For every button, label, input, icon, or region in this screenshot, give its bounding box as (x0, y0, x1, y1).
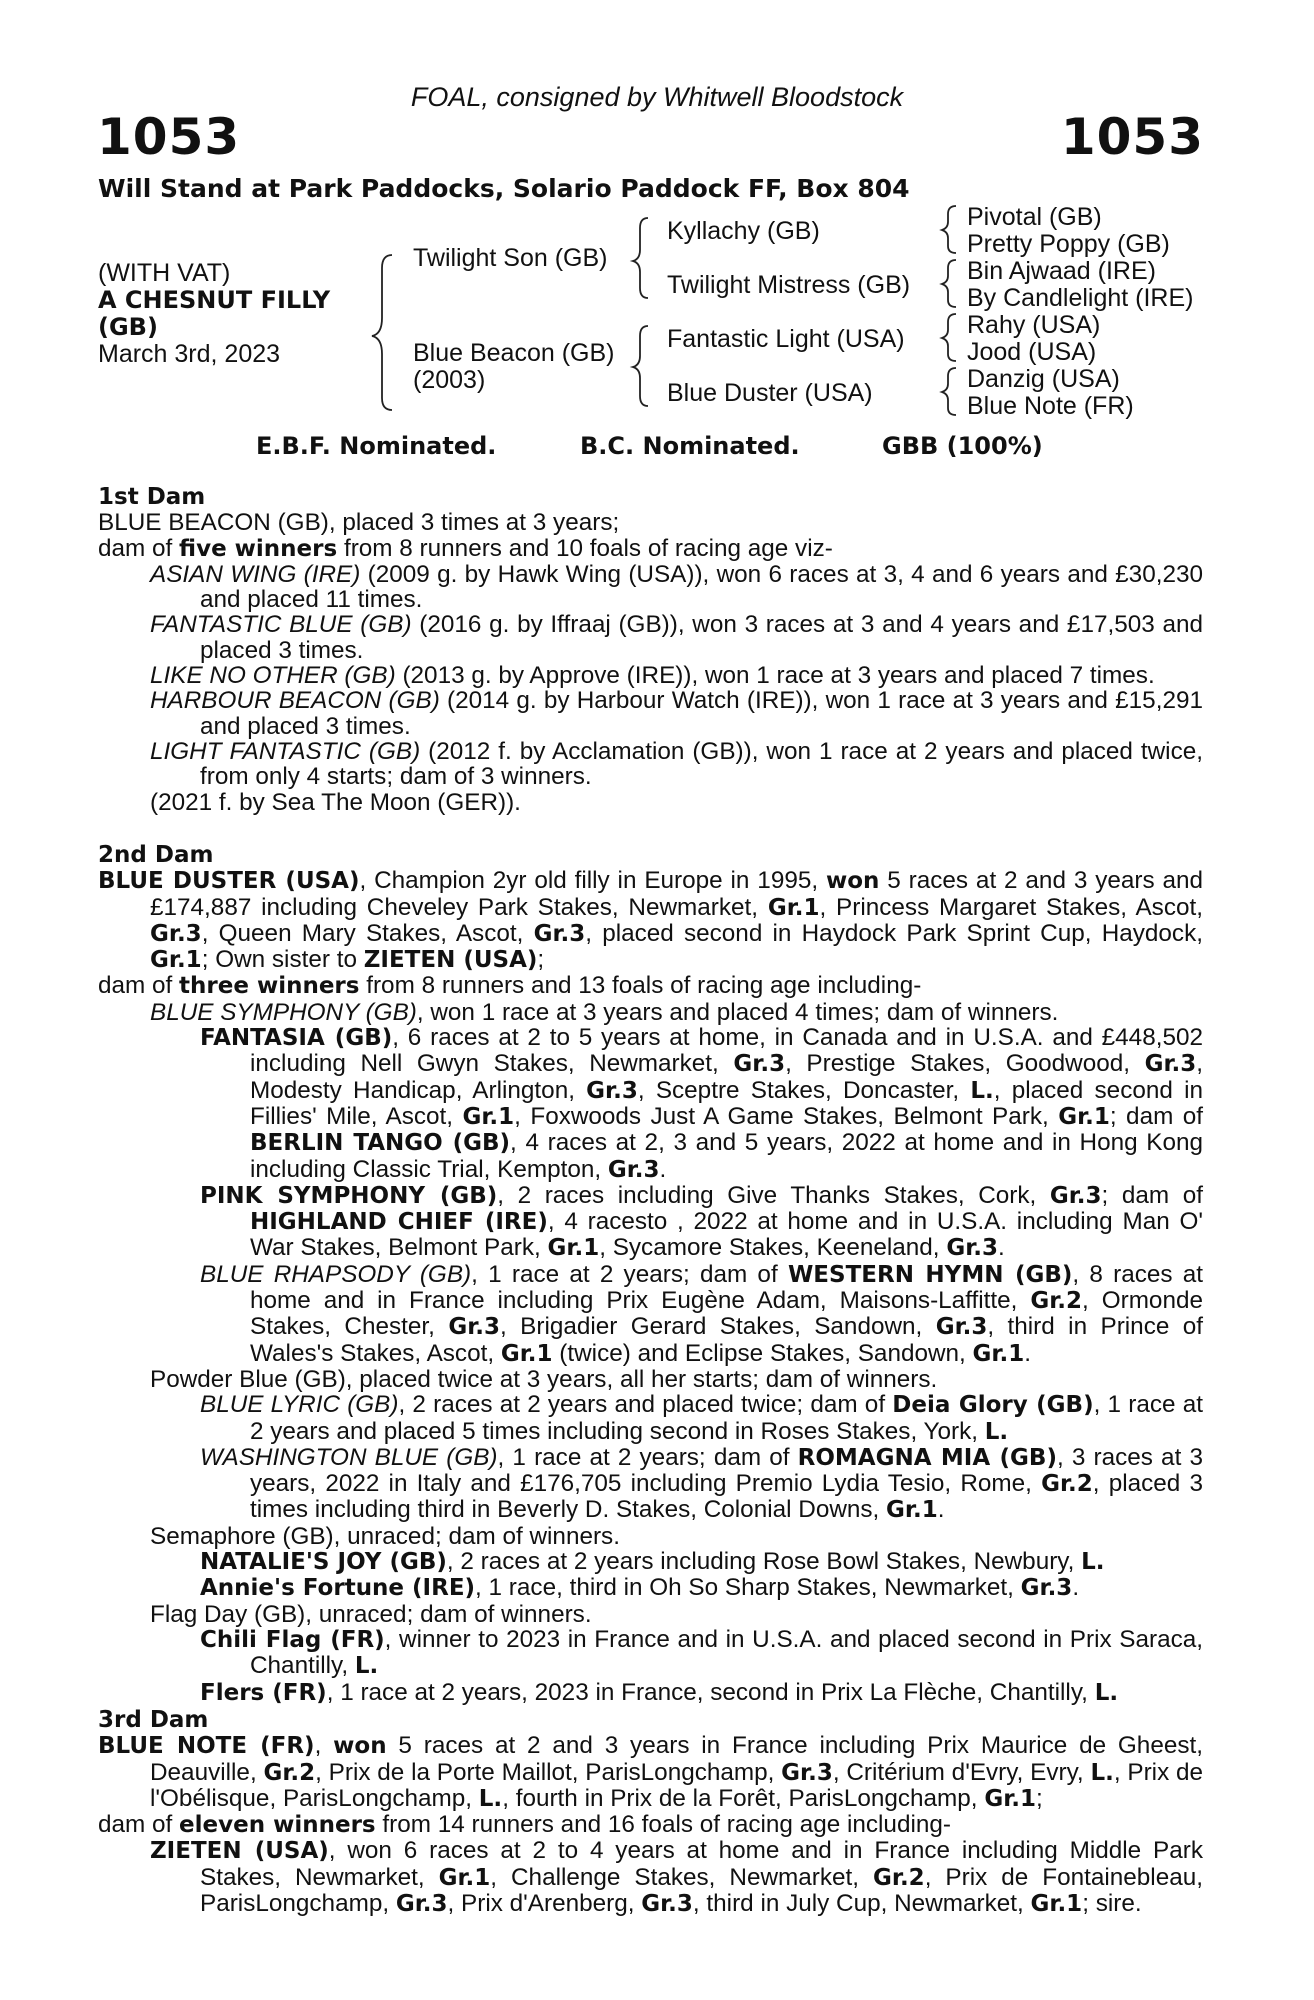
text-run: (2013 g. by Approve (IRE)), won 1 race at 3 years and placed 7 times. (395, 662, 1155, 690)
produce-entry (98, 562, 1203, 613)
dam-dam-name: Blue Duster (USA) (667, 379, 873, 407)
text-run: L. (354, 1653, 379, 1680)
text-run: ; (1036, 1784, 1043, 1812)
text-run: , 6 races at 2 to 5 years at home, in Canada and in U.S.A. and £448,502 including Nell Gwyn Stakes, Newmarket, (250, 1024, 1203, 1078)
text-run: ; dam of (1101, 1181, 1203, 1209)
text-run: (2014 g. by Harbour Watch (IRE)), won 1 race at 3 years and £15,291 and placed 3 times. (200, 687, 1203, 740)
text-run: , fourth in Prix de la Forêt, ParisLongchamp, (502, 1784, 985, 1812)
text-run: Gr.3 (607, 1156, 660, 1183)
text-run: L. (970, 1077, 994, 1104)
text-run: from 8 runners and 13 foals of racing age including- (359, 972, 922, 1000)
text-run: . (1024, 1339, 1031, 1367)
produce-entry (98, 1524, 1203, 1549)
gg-ancestor-3: Bin Ajwaad (IRE) (967, 257, 1156, 285)
text-run: , 4 races at 2, 3 and 5 years, 2022 at home and in Hong Kong including Classic Trial, Kempton, (250, 1129, 1204, 1183)
text-run: dam of (98, 534, 180, 562)
text-run: , third in Prince of Wales's Stakes, Ascot, (250, 1313, 1204, 1367)
produce-entry (98, 1000, 1203, 1025)
vat-note: (WITH VAT) (98, 259, 231, 287)
gg-ancestor-7: Danzig (USA) (967, 365, 1120, 393)
text-run: Gr.3 (533, 920, 586, 947)
brace-gen1 (372, 255, 392, 410)
text-run: (2021 f. by Sea The Moon (GER)). (150, 788, 521, 816)
text-run: Gr.3 (448, 1314, 500, 1341)
text-run: , 4 racesto , 2022 at home and in U.S.A. including Man O' War Stakes, Belmont Park, (250, 1208, 1204, 1262)
brace-gen2-sire (633, 218, 648, 298)
text-run: , Sycamore Stakes, Keeneland, (599, 1234, 947, 1262)
gg-ancestor-4: By Candlelight (IRE) (967, 284, 1194, 312)
text-run: PINK SYMPHONY (GB) (200, 1182, 498, 1209)
text-run: ZIETEN (USA) (150, 1838, 329, 1865)
text-run: Flag Day (GB), unraced; dam of winners. (150, 1600, 592, 1628)
text-run: (2012 f. by Acclamation (GB)), won 1 race at 2 years and placed twice, from only 4 starts; dam of 3 winners. (200, 737, 1203, 791)
gg-ancestor-6: Jood (USA) (967, 338, 1097, 366)
third-dam-section (98, 1708, 1203, 1917)
text-run: from 14 runners and 16 foals of racing age including- (375, 1811, 951, 1839)
text-run: 5 races at 2 and 3 years in France including Prix Maurice de Gheest, Deauville, (150, 1732, 1203, 1786)
dam-name: Blue Beacon (GB) (413, 339, 615, 367)
text-run: dam of (98, 972, 180, 1000)
produce-entry (98, 1838, 1203, 1917)
text-run: Chili Flag (FR) (200, 1626, 385, 1653)
text-run: Gr.1 (500, 1340, 553, 1367)
text-run: ASIAN WING (IRE) (150, 560, 361, 588)
foal-name-line1: A CHESNUT FILLY (98, 286, 331, 314)
text-run: Flers (FR) (200, 1679, 327, 1706)
section-heading-2nd-dam: 2nd Dam (98, 842, 214, 868)
text-run: FANTASTIC BLUE (GB) (150, 611, 412, 639)
text-run: , 3 races at 3 years, 2022 in Italy and £176,705 including Premio Lydia Tesio, Rome, (250, 1443, 1203, 1498)
text-run: , 8 races at home and in France including Prix Eugène Adam, Maisons-Laffitte, (250, 1260, 1204, 1315)
text-run: BERLIN TANGO (GB) (250, 1130, 511, 1157)
text-run: , 1 race at 2 years, 2023 in France, second in Prix La Flèche, Chantilly, (326, 1678, 1095, 1706)
grand-produce-entry (98, 1680, 1203, 1706)
sire-dam-name: Twilight Mistress (GB) (667, 271, 911, 299)
grand-produce-entry (98, 1392, 1203, 1445)
text-run: Gr.3 (1020, 1575, 1073, 1602)
lot-number-left: 1053 (97, 108, 241, 166)
text-run: Gr.1 (547, 1235, 600, 1262)
text-run: Semaphore (GB), unraced; dam of winners. (150, 1522, 620, 1550)
gg-ancestor-1: Pivotal (GB) (967, 203, 1102, 231)
grand-produce-entry (98, 1575, 1203, 1601)
text-run: HARBOUR BEACON (GB) (150, 687, 440, 715)
text-run: dam of (98, 1811, 180, 1839)
text-run: LIGHT FANTASTIC (GB) (150, 737, 421, 765)
text-run: Gr.2 (1030, 1288, 1083, 1315)
brace-gen3-4 (942, 368, 956, 415)
text-run: , Prix de la Porte Maillot, ParisLongchamp, (315, 1758, 782, 1786)
text-run: , (314, 1732, 334, 1760)
text-run: L. (1090, 1759, 1114, 1786)
text-run: Powder Blue (GB), placed twice at 3 years, all her starts; dam of winners. (150, 1365, 938, 1393)
section-heading-3rd-dam: 3rd Dam (98, 1707, 209, 1733)
produce-entry (98, 612, 1203, 663)
text-run: ; sire. (1082, 1890, 1142, 1918)
text-run: BLUE SYMPHONY (GB) (150, 998, 417, 1026)
second-dam-summary (98, 868, 1203, 973)
text-run: , Prix d'Arenberg, (447, 1890, 642, 1918)
foal-birth-date: March 3rd, 2023 (98, 340, 281, 368)
text-run: (twice) and Eclipse Stakes, Sandown, (552, 1339, 973, 1367)
text-run: , Modesty Handicap, Arlington, (250, 1050, 1204, 1104)
text-run: BLUE RHAPSODY (GB) (200, 1260, 472, 1288)
grand-produce-entry (98, 1183, 1203, 1262)
second-dam-section (98, 843, 1203, 1706)
text-run: , Prestige Stakes, Goodwood, (785, 1050, 1145, 1078)
text-run: . (1072, 1574, 1080, 1602)
sire-name: Twilight Son (GB) (413, 244, 608, 272)
gg-ancestor-5: Rahy (USA) (967, 311, 1101, 339)
text-run: , placed 3 times including third in Beverly D. Stakes, Colonial Downs, (250, 1470, 1203, 1524)
text-run: Gr.3 (1144, 1051, 1197, 1078)
grand-produce-entry (98, 1549, 1203, 1575)
second-dam-produce-summary (98, 973, 1203, 999)
text-run: , won 6 races at 2 to 4 years at home and in France including Middle Park Stakes, Newmarket, (200, 1837, 1203, 1891)
text-run: BLUE LYRIC (GB) (200, 1391, 399, 1419)
produce-entry (98, 739, 1203, 790)
ebf-nomination: E.B.F. Nominated. (256, 432, 497, 460)
text-run: LIKE NO OTHER (GB) (150, 662, 396, 690)
text-run: L. (1094, 1679, 1119, 1706)
text-run: , winner to 2023 in France and in U.S.A. and placed second in Prix Saraca, Chantilly, (250, 1625, 1203, 1680)
produce-entry (98, 1367, 1203, 1392)
section-heading-1st-dam: 1st Dam (98, 484, 206, 510)
text-run: Gr.1 (1058, 1103, 1110, 1130)
text-run: ZIETEN (USA) (363, 947, 538, 974)
text-run: ; dam of (1109, 1102, 1204, 1130)
text-run: BLUE BEACON (GB), placed 3 times at 3 years; (98, 509, 620, 537)
text-run: Gr.1 (438, 1864, 491, 1891)
text-run: , Brigadier Gerard Stakes, Sandown, (500, 1313, 936, 1341)
text-run: Gr.1 (972, 1340, 1025, 1367)
gg-ancestor-8: Blue Note (FR) (967, 392, 1134, 420)
text-run: Gr.3 (641, 1891, 693, 1918)
text-run: , 1 race at 2 years and placed 5 times including second in Roses Stakes, York, (250, 1391, 1203, 1445)
lot-number-right: 1053 (1060, 108, 1204, 166)
text-run: , Sceptre Stakes, Doncaster, (637, 1076, 971, 1104)
text-run: won (333, 1733, 387, 1760)
text-run: Gr.1 (767, 894, 820, 921)
text-run: Gr.3 (586, 1077, 638, 1104)
text-run: , Princess Margaret Stakes, Ascot, (819, 893, 1203, 921)
text-run: Gr.3 (781, 1759, 833, 1786)
text-run: Gr.1 (150, 947, 202, 974)
text-run: L. (478, 1785, 503, 1812)
brace-gen3-2 (942, 260, 956, 307)
text-run: , 1 race, third in Oh So Sharp Stakes, Newmarket, (475, 1574, 1021, 1602)
dam-summary (98, 510, 1203, 535)
grand-produce-entry (98, 1262, 1203, 1367)
text-run: WESTERN HYMN (GB) (787, 1261, 1073, 1288)
text-run: , third in July Cup, Newmarket, (692, 1890, 1031, 1918)
first-dam-section (98, 485, 1203, 815)
text-run: . (659, 1155, 667, 1183)
text-run: FANTASIA (GB) (200, 1025, 393, 1052)
text-run: Deia Glory (GB) (892, 1392, 1094, 1419)
text-run: (2009 g. by Hawk Wing (USA)), won 6 races at 3, 4 and 6 years and £30,230 and placed 11 times. (200, 560, 1203, 614)
consignor-line: FOAL, consigned by Whitwell Bloodstock (410, 82, 904, 112)
text-run: ; (537, 946, 545, 974)
gg-ancestor-2: Pretty Poppy (GB) (967, 230, 1170, 258)
text-run: , Foxwoods Just A Game Stakes, Belmont Park, (514, 1102, 1059, 1130)
dam-sire-name: Fantastic Light (USA) (667, 325, 905, 353)
text-run: , Champion 2yr old filly in Europe in 1995, (359, 867, 826, 895)
text-run: . (937, 1496, 945, 1524)
brace-gen3-3 (942, 314, 956, 361)
text-run: Gr.3 (733, 1051, 786, 1078)
produce-entry (98, 1602, 1203, 1627)
text-run: , won 1 race at 3 years and placed 4 times; dam of winners. (416, 998, 1059, 1026)
produce-entry (98, 688, 1203, 739)
produce-entry (98, 663, 1203, 688)
text-run: L. (984, 1418, 1009, 1445)
text-run: . (998, 1234, 1005, 1262)
text-run: BLUE DUSTER (USA) (98, 868, 360, 895)
text-run: from 8 runners and 10 foals of racing age viz- (337, 534, 833, 562)
third-dam-summary (98, 1733, 1203, 1812)
text-run: , Prix de Fontainebleau, ParisLongchamp, (200, 1863, 1203, 1918)
text-run: , Ormonde Stakes, Chester, (250, 1287, 1203, 1341)
text-run: Gr.1 (984, 1785, 1036, 1812)
text-run: eleven winners (179, 1812, 376, 1839)
dam-produce-summary (98, 536, 1203, 562)
text-run: , 2 races at 2 years and placed twice; dam of (398, 1391, 893, 1419)
text-run: Annie's Fortune (IRE) (200, 1575, 476, 1602)
text-run: , placed second in Haydock Park Sprint Cup, Haydock, (585, 919, 1203, 947)
brace-gen3-1 (942, 206, 956, 253)
text-run: five winners (179, 535, 338, 562)
text-run: Gr.3 (1049, 1182, 1102, 1209)
text-run: three winners (179, 973, 360, 1000)
sire-sire-name: Kyllachy (GB) (667, 217, 820, 245)
text-run: Gr.2 (873, 1864, 925, 1891)
text-run: Gr.2 (263, 1759, 316, 1786)
text-run: Gr.1 (886, 1497, 938, 1524)
text-run: L. (1081, 1549, 1105, 1576)
text-run: , 2 races at 2 years including Rose Bowl Stakes, Newbury, (446, 1548, 1082, 1576)
dam-year: (2003) (413, 366, 486, 394)
stand-info: Will Stand at Park Paddocks, Solario Paddock FF, Box 804 (98, 174, 910, 203)
text-run: ROMAGNA MIA (GB) (797, 1444, 1057, 1471)
text-run: , Queen Mary Stakes, Ascot, (201, 919, 534, 947)
text-run: , 1 race at 2 years; dam of (471, 1260, 788, 1288)
text-run: , 2 races including Give Thanks Stakes, Cork, (497, 1181, 1050, 1209)
text-run: Gr.1 (1030, 1891, 1083, 1918)
text-run: , Critérium d'Evry, Evry, (832, 1758, 1091, 1786)
text-run: Gr.2 (1041, 1471, 1093, 1498)
text-run: Gr.1 (462, 1103, 515, 1130)
text-run: , Prix de l'Obélisque, ParisLongchamp, (150, 1758, 1204, 1812)
text-run: Gr.3 (395, 1891, 448, 1918)
gbb-status: GBB (100%) (882, 432, 1043, 460)
text-run: Gr.3 (150, 920, 202, 947)
brace-gen2-dam (633, 326, 648, 406)
text-run: ; Own sister to (201, 946, 364, 974)
third-dam-produce-summary (98, 1812, 1203, 1838)
text-run: BLUE NOTE (FR) (98, 1733, 315, 1760)
text-run: WASHINGTON BLUE (GB) (200, 1443, 498, 1471)
grand-produce-entry (98, 1025, 1203, 1183)
text-run: HIGHLAND CHIEF (IRE) (250, 1209, 548, 1236)
grand-produce-entry (98, 1627, 1203, 1680)
bc-nomination: B.C. Nominated. (580, 432, 800, 460)
text-run: Gr.3 (935, 1314, 988, 1341)
text-run: , placed second in Fillies' Mile, Ascot, (250, 1076, 1203, 1130)
grand-produce-entry (98, 1445, 1203, 1524)
text-run: (2016 g. by Iffraaj (GB)), won 3 races at 3 and 4 years and £17,503 and placed 3 times. (200, 611, 1203, 664)
text-run: , 1 race at 2 years; dam of (497, 1443, 798, 1471)
produce-entry (98, 790, 1203, 815)
text-run: , Challenge Stakes, Newmarket, (490, 1863, 873, 1891)
text-run: NATALIE'S JOY (GB) (200, 1549, 447, 1576)
text-run: won (825, 868, 880, 895)
text-run: 5 races at 2 and 3 years and £174,887 including Cheveley Park Stakes, Newmarket, (150, 867, 1203, 921)
text-run: Gr.3 (946, 1235, 998, 1262)
foal-name-line2: (GB) (98, 313, 158, 341)
